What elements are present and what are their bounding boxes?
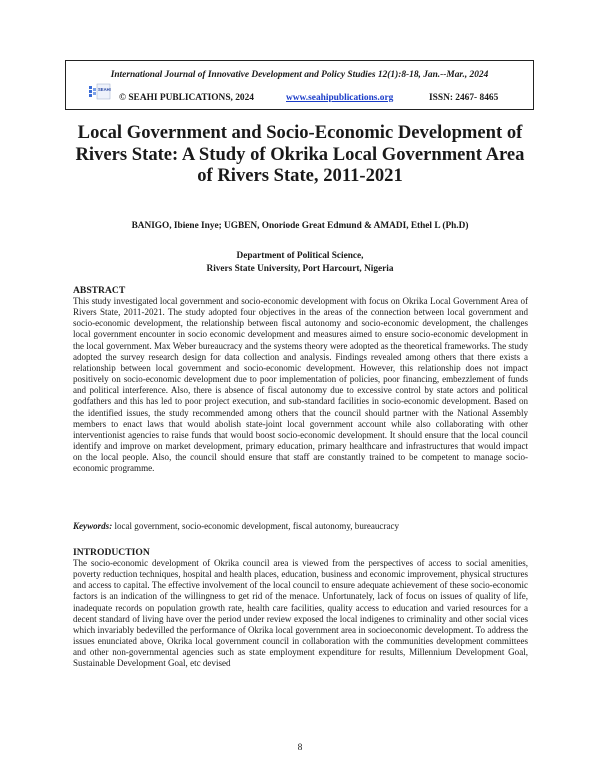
svg-text:SEAHI: SEAHI [98, 87, 111, 92]
affiliation-university: Rivers State University, Port Harcourt, Nigeria [206, 264, 394, 274]
keywords [73, 521, 528, 531]
authors: BANIGO, Ibiene Inye; UGBEN, Onoriode Great Edmund & AMADI, Ethel L (Ph.D) [131, 221, 469, 231]
journal-header-box [65, 60, 534, 110]
publisher-url-link[interactable]: www.seahipublications.org [286, 93, 394, 103]
paper-title: Local Government and Socio-Economic Development of Rivers State: A Study of Okrika Local Government Area of Rivers State, 2011-2021 [75, 122, 525, 186]
publisher-name: © SEAHI PUBLICATIONS, 2024 [119, 93, 254, 103]
affiliation-department: Department of Political Science, [236, 251, 364, 261]
abstract-heading: ABSTRACT [73, 285, 126, 296]
introduction-text: The socio-economic development of Okrika council area is viewed from the perspectives of access to social amenities, poverty reduction techniques, hospital and health places, education, business and economic improvement, physical structures and access to capital. The effective involvement of the local council to ensure adequate achievement of these socio-economic factors is an indication of the willingness to get rid of the menace. Unfortunately, lack of focus on issues of quality of life, inadequate records on population growth rate, health care facilities, quality access to education and varied resources for a decent standard of living have over the period under review exposed the local indigenes to criminality and other social vices which invariably bedevilled the performance of Okrika local government area in socioeconomic development. To address the issues enunciated above, Okrika local government council in collaboration with the communities development committees and other non-governmental agencies such as state employment expenditure for results, Millennium Development Goal, Sustainable Development Goal, etc devised [73, 558, 528, 669]
keywords-label: Keywords: [73, 521, 113, 531]
publisher-row [88, 89, 528, 107]
journal-citation: International Journal of Innovative Development and Policy Studies 12(1):8-18, Jan.--Mar., 2024 [110, 70, 489, 80]
keywords-text: local government, socio-economic development, fiscal autonomy, bureaucracy [112, 521, 399, 531]
introduction-heading: INTRODUCTION [73, 547, 150, 558]
seahi-logo [88, 83, 112, 101]
abstract-text: This study investigated local government and socio-economic development with focus on Okrika Local Government Area of Rivers State, 2011-2021. The study adopted four objectives in the areas of the connection between local government and socio-economic development, the relationship between fiscal autonomy and socio-economic development, the challenges local government encounter in socio economic development and measures aimed to ensure socio-economic development in the local government. Max Weber bureaucracy and the systems theory were adopted as the theoretical frameworks. The study adopted the survey research design for data collection and analysis. Findings revealed among others that there exists a relationship between local government and socio-economic development. However, this relationship does not impact positively on socio-economic development due to poor implementation of policies, poor financing, embezzlement of funds and political interference. Also, there is absence of fiscal autonomy due to excessive control by state actors and political godfathers and this has led to poor project execution, and sub-standard facilities in socio-economic development. Based on the identified issues, the study recommended among others that the council should partner with the National Assembly members to enact laws that would abolish state-joint local government account while also collaborating with other interventionist agencies to raise funds that would boost socio-economic development. It should ensure that the local council identify and improve on market development, primary education, primary healthcare and infrastructures that would impact on the local people. Also, the council should ensure that staff are constantly trained to be competent to manage socio-economic programme. [73, 296, 528, 474]
page-number: 8 [297, 743, 303, 753]
issn: ISSN: 2467- 8465 [429, 93, 499, 103]
